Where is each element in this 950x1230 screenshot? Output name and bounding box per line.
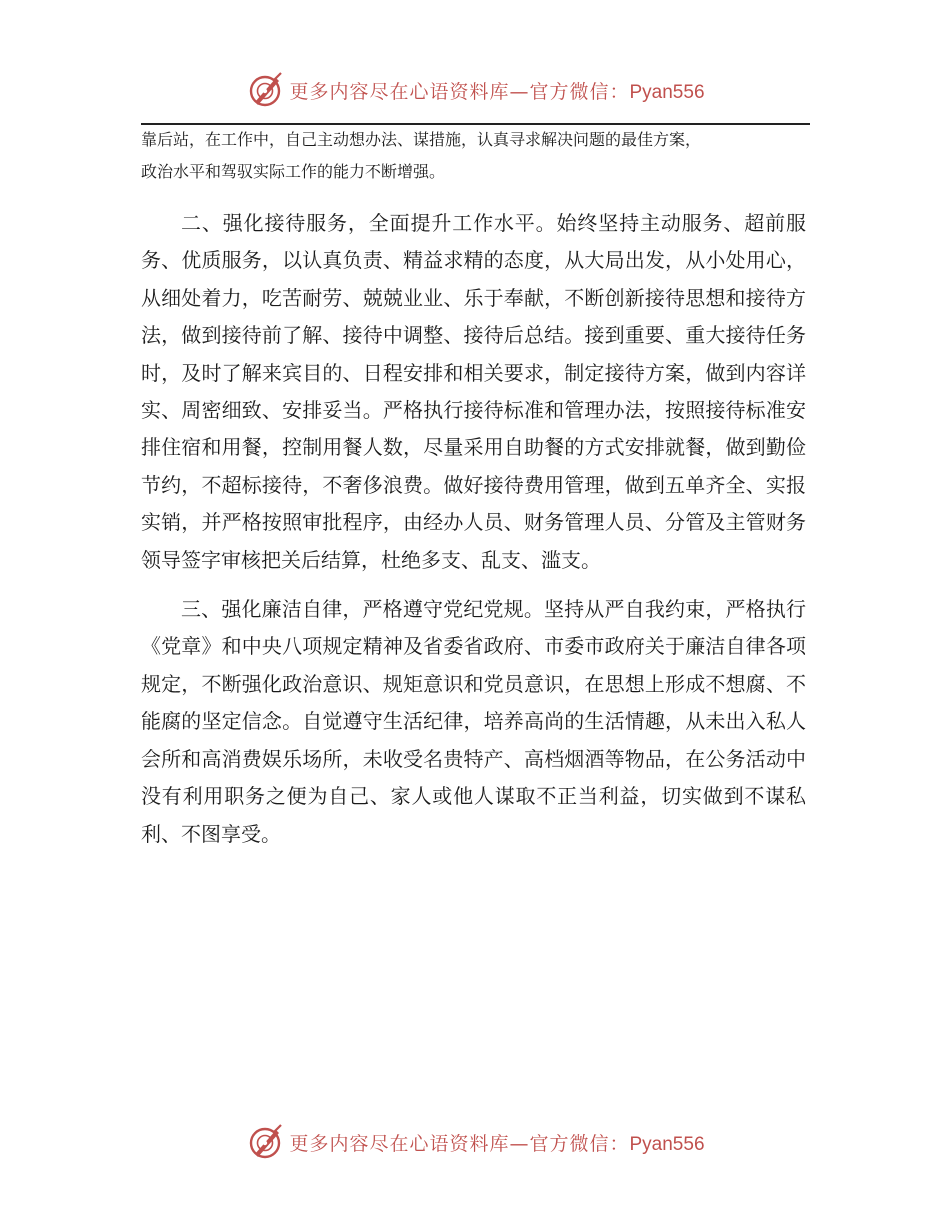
continuation-text <box>141 124 821 188</box>
pen-logo-icon <box>245 1122 285 1162</box>
pen-logo-icon <box>245 70 285 110</box>
header-banner <box>0 68 950 112</box>
header-site-text: 更多内容尽在心语资料库—官方微信：Pyan556 <box>289 80 705 103</box>
document-body <box>141 205 806 865</box>
paragraph-reception-service: 二、强化接待服务，全面提升工作水平。始终坚持主动服务、超前服务、优质服务，以认真负责、精益求精的态度，从大局出发，从小处用心，从细处着力，吃苦耐劳、兢兢业业、乐于奉献，不断创新接待思想和接待方法，做到接待前了解、接待中调整、接待后总结。接到重要、重大接待任务时，及时了解来宾目的、日程安排和相关要求，制定接待方案，做到内容详实、周密细致、安排妥当。严格执行接待标准和管理办法，按照接待标准安排住宿和用餐，控制用餐人数，尽量采用自助餐的方式安排就餐，做到勤俭节约，不超标接待，不奢侈浪费。做好接待费用管理，做到五单齐全、实报实销，并严格按照审批程序，由经办人员、财务管理人员、分管及主管财务领导签字审核把关后结算，杜绝多支、乱支、滥支。 <box>141 211 806 572</box>
header-wechat-id: Pyan556 <box>629 81 705 103</box>
continuation-line-1: 靠后站，在工作中，自己主动想办法、谋措施，认真寻求解决问题的最佳方案， <box>141 130 702 149</box>
footer-site-text: 更多内容尽在心语资料库—官方微信：Pyan556 <box>289 1132 705 1155</box>
paragraph-integrity: 三、强化廉洁自律，严格遵守党纪党规。坚持从严自我约束，严格执行《党章》和中央八项规定精神及省委省政府、市委市政府关于廉洁自律各项规定，不断强化政治意识、规矩意识和党员意识，在思想上形成不想腐、不能腐的坚定信念。自觉遵守生活纪律，培养高尚的生活情趣，从未出入私人会所和高消费娱乐场所，未收受名贵特产、高档烟酒等物品，在公务活动中没有利用职务之便为自己、家人或他人谋取不正当利益，切实做到不谋私利、不图享受。 <box>141 597 806 846</box>
continuation-line-2: 政治水平和驾驭实际工作的能力不断增强。 <box>141 162 446 181</box>
footer-wechat-id: Pyan556 <box>629 1133 705 1155</box>
footer-banner <box>0 1120 950 1164</box>
